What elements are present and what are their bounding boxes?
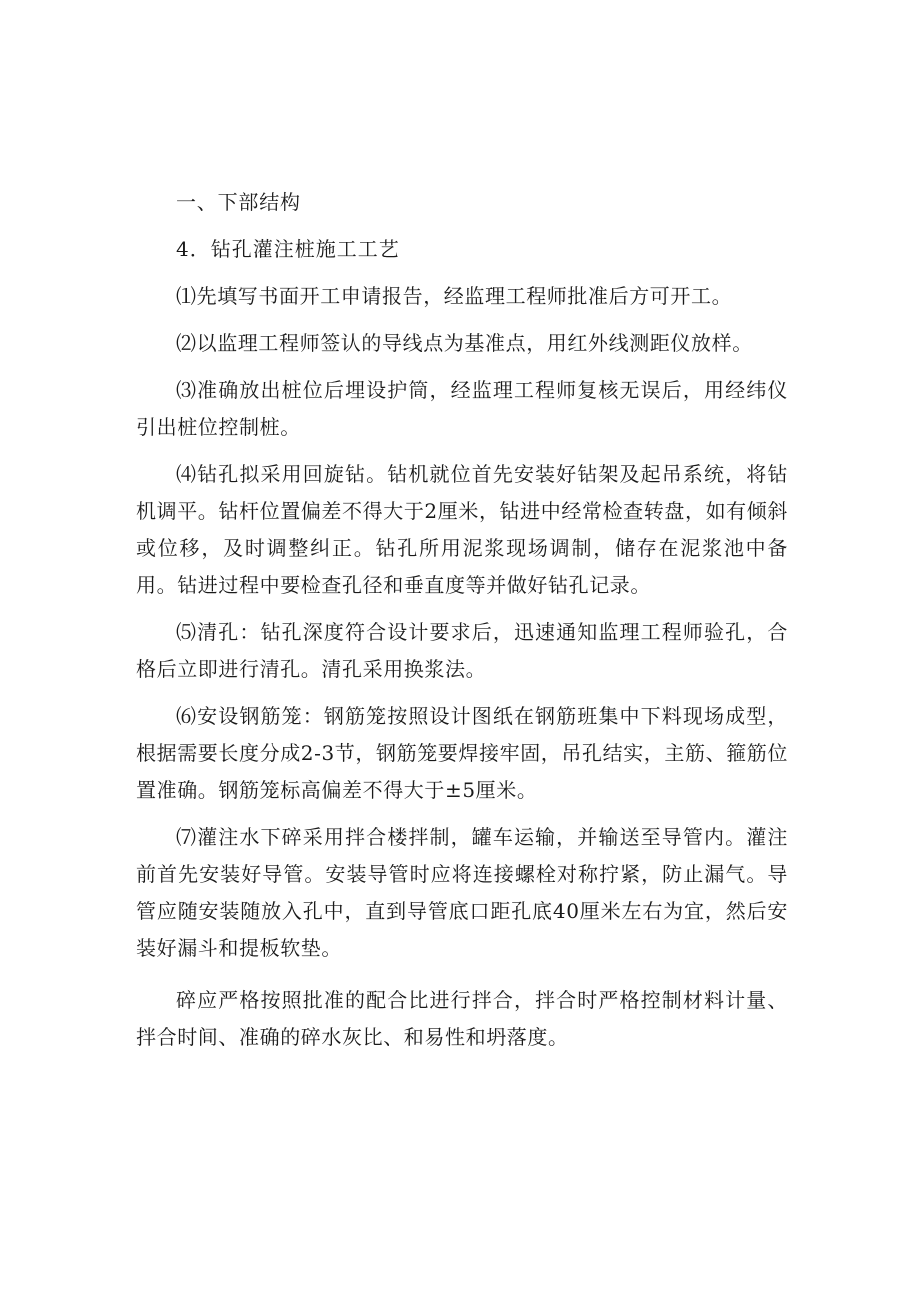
subsection-title: 4．钻孔灌注桩施工工艺: [176, 237, 400, 261]
section-title: 一、下部结构: [176, 190, 301, 214]
paragraph-8: 碎应严格按照批准的配合比进行拌合，拌合时严格控制材料计量、拌合时间、准确的碎水灰比、和易性和坍落度。: [136, 988, 788, 1049]
paragraph-5: ⑸清孔：钻孔深度符合设计要求后，迅速通知监理工程师验孔，合格后立即进行清孔。清孔采用换浆法。: [136, 620, 788, 681]
paragraph-3: ⑶准确放出桩位后埋设护筒，经监理工程师复核无误后，用经纬仪引出桩位控制桩。: [136, 378, 788, 439]
paragraph-1: ⑴先填写书面开工申请报告，经监理工程师批准后方可开工。: [176, 284, 733, 308]
paragraph-6: ⑹安设钢筋笼：钢筋笼按照设计图纸在钢筋班集中下料现场成型，根据需要长度分成2-3节，钢筋笼要焊接牢固，吊孔结实，主筋、箍筋位置准确。钢筋笼标高偏差不得大于±5厘米。: [136, 704, 789, 802]
paragraph-7: ⑺灌注水下碎采用拌合楼拌制，罐车运输，并输送至导管内。灌注前首先安装好导管。安装导管时应将连接螺栓对称拧紧，防止漏气。导管应随安装随放入孔中，直到导管底口距孔底40厘米左右为宜，然后安装好漏斗和提板软垫。: [136, 825, 788, 960]
document-body: [136, 184, 788, 1056]
paragraph-2: ⑵以监理工程师签认的导线点为基准点，用红外线测距仪放样。: [176, 331, 753, 355]
paragraph-4: ⑷钻孔拟采用回旋钻。钻机就位首先安装好钻架及起吊系统，将钻机调平。钻杆位置偏差不得大于2厘米，钻进中经常检查转盘，如有倾斜或位移，及时调整纠正。钻孔所用泥浆现场调制，储存在泥浆池中备用。钻进过程中要检查孔径和垂直度等并做好钻孔记录。: [136, 462, 788, 597]
